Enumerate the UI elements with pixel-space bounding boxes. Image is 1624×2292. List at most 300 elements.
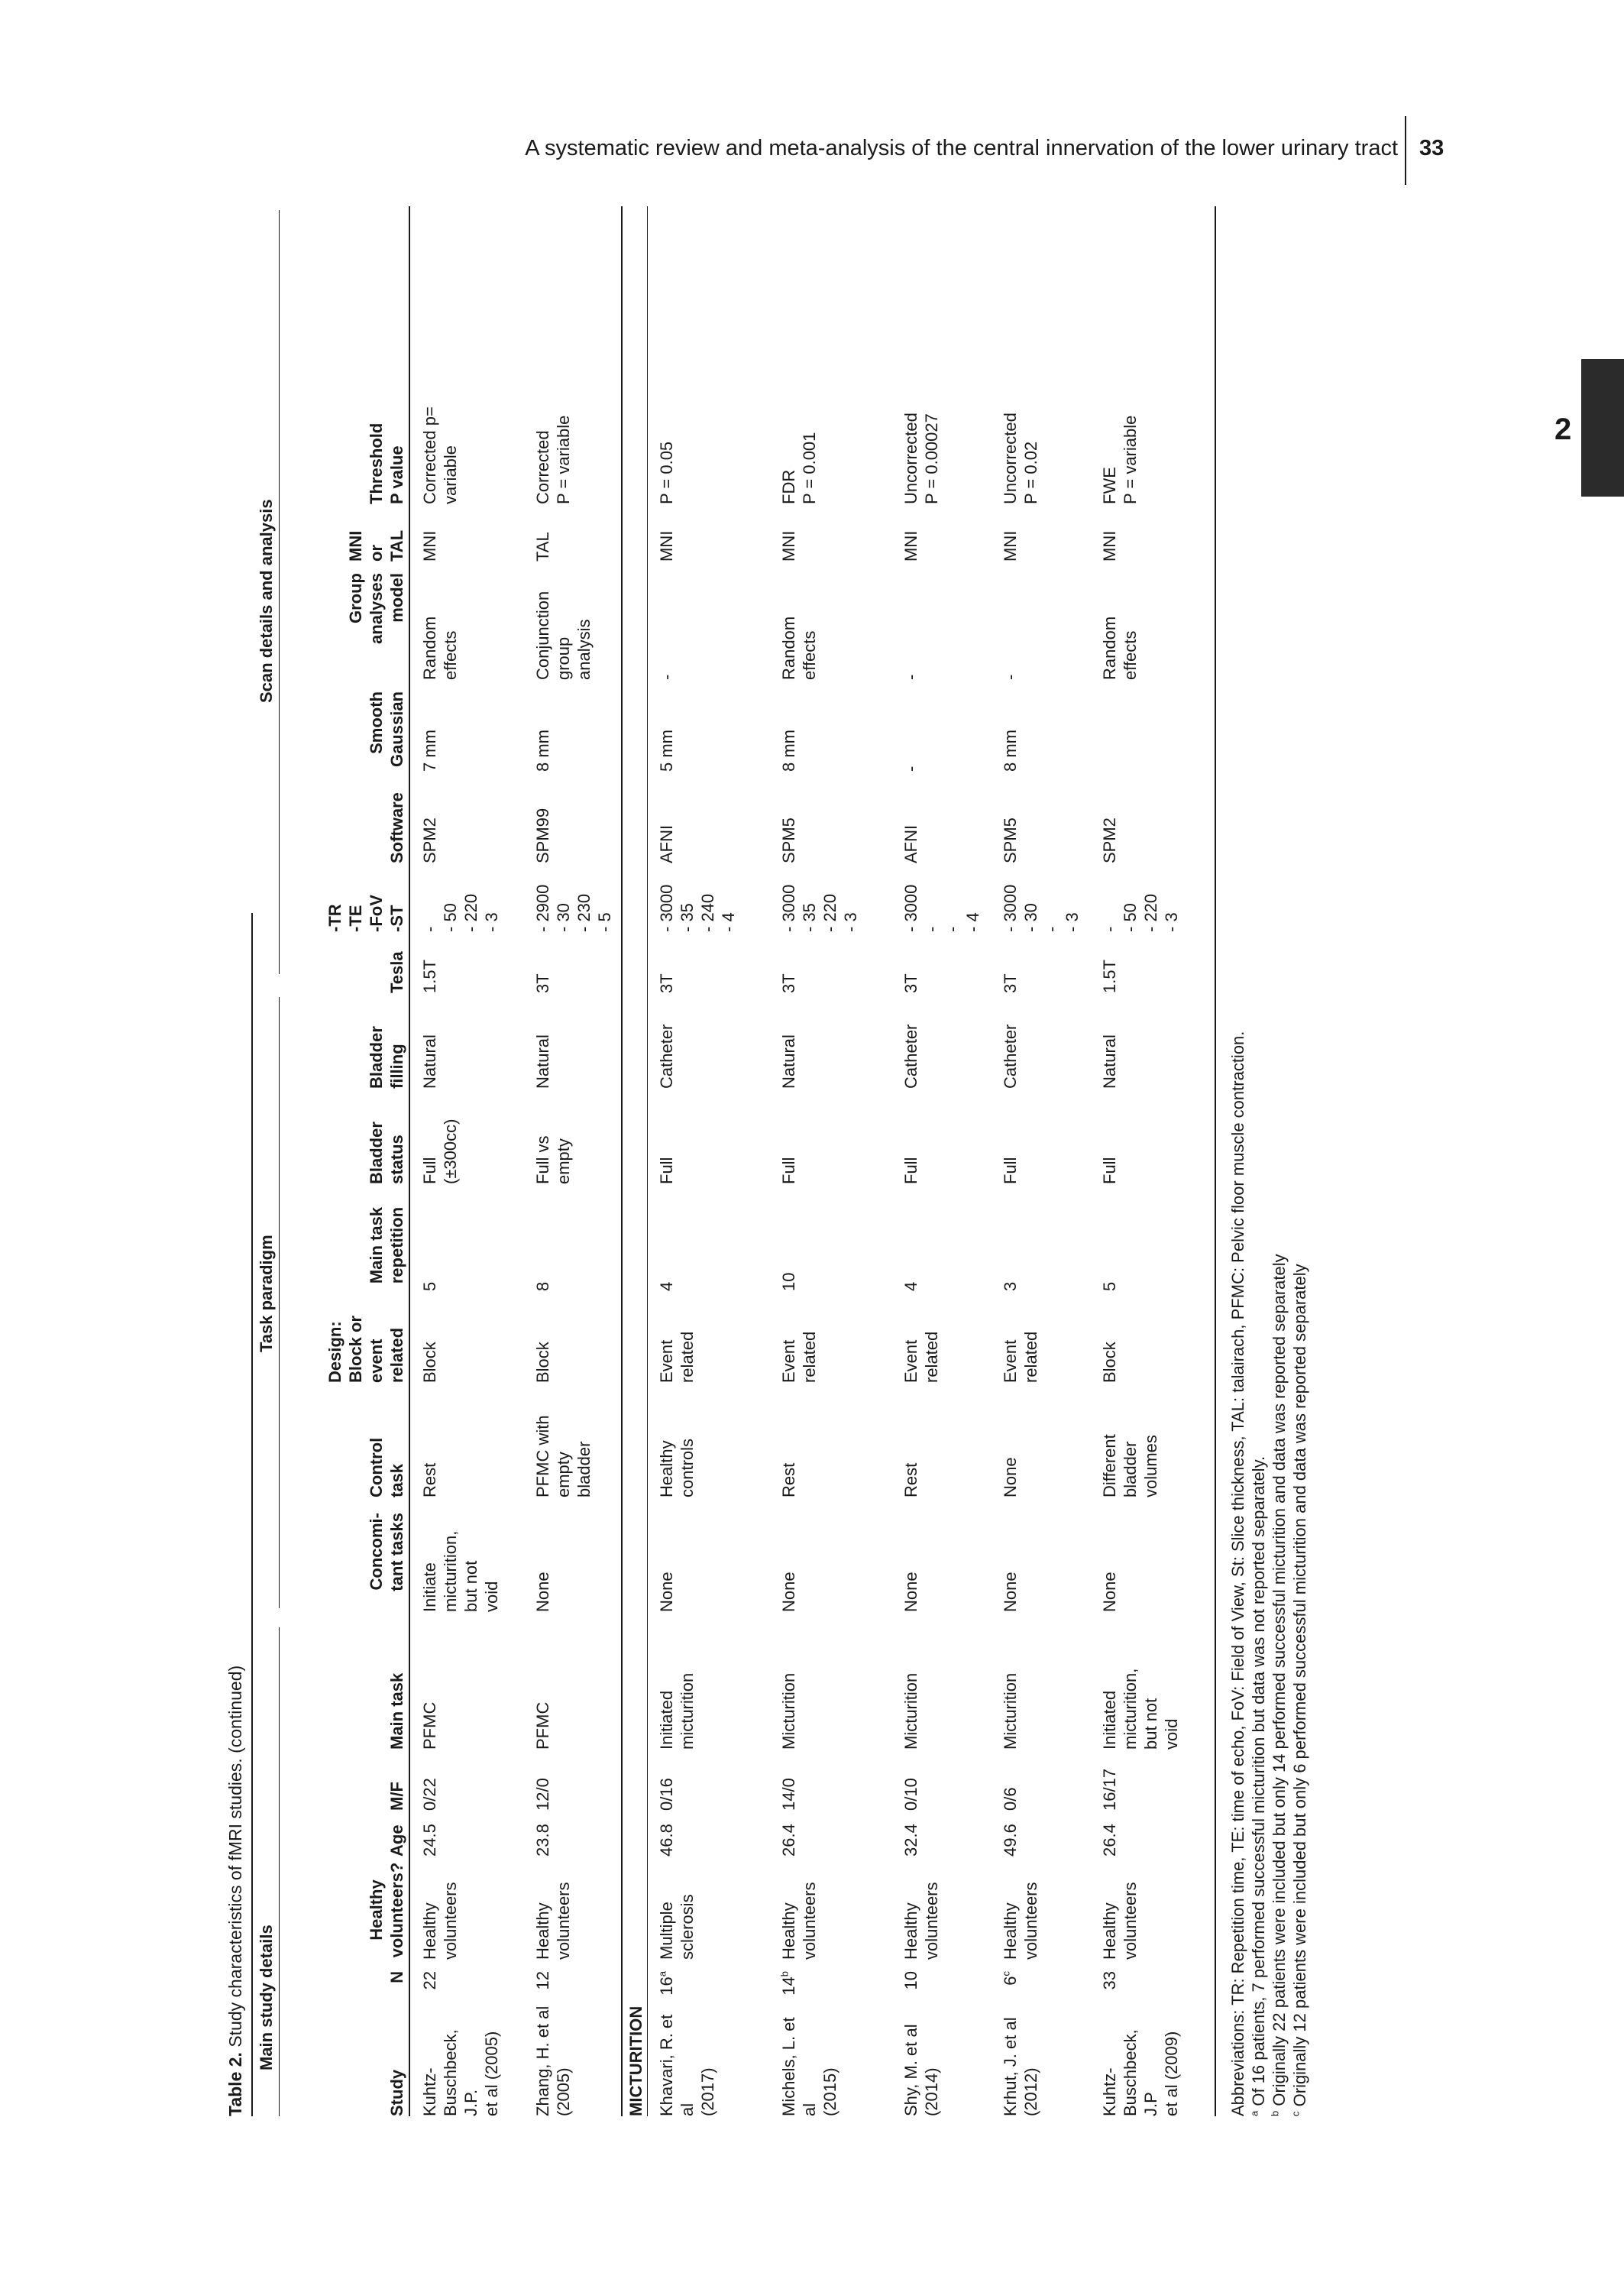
cell-mf <box>778 1757 799 1811</box>
cell-text: Random effects <box>779 616 819 680</box>
cell-text: Catheter <box>1001 1024 1020 1089</box>
cell-study <box>1099 2002 1182 2116</box>
cell-text: 3T <box>657 973 676 993</box>
cell-tesla <box>1000 944 1021 993</box>
cell-healthy <box>901 1860 942 1960</box>
cell-text: None <box>901 1572 920 1612</box>
cell-text: 0/10 <box>901 1778 920 1811</box>
footnote-c <box>1289 1031 1310 2116</box>
cell-bladder-status <box>532 1100 574 1184</box>
cell-concomitant <box>778 1513 799 1612</box>
cell-text: Catheter <box>657 1024 676 1089</box>
cell-main-task <box>419 1646 440 1750</box>
cell-healthy <box>419 1860 461 1960</box>
cell-text: Event related <box>901 1331 941 1383</box>
cell-text: Micturition <box>1001 1672 1020 1750</box>
cell-age <box>656 1814 677 1857</box>
cell-text: Micturition <box>779 1672 798 1750</box>
cell-threshold <box>1000 359 1041 504</box>
page-number: 33 <box>1419 136 1444 160</box>
footnote-abbreviations: Abbreviations: TR: Repetition time, TE: time of echo, FoV: Field of View, St: Slice thickness, TAL: talairach, PFMC: Pelvic floor muscle contraction. <box>1228 1031 1247 2116</box>
column-header-design: Design: Block or event related <box>325 1315 406 1383</box>
cell-design <box>901 1303 942 1383</box>
table-caption-text: Study characteristics of fMRI studies. <box>225 1758 245 2048</box>
cell-n <box>1099 1971 1120 1998</box>
cell-control <box>532 1406 594 1497</box>
cell-text: Initiated micturition <box>657 1672 697 1750</box>
column-header-age: Age <box>387 1824 406 1857</box>
cell-text: - <box>1001 674 1020 680</box>
cell-software <box>901 783 921 863</box>
cell-text: FWE P = variable <box>1100 415 1140 504</box>
cell-design <box>419 1303 440 1383</box>
column-header-params: -TR -TE -FoV -ST <box>325 895 406 932</box>
group-header-scan: Scan details and analysis <box>257 499 276 703</box>
cell-text: Block <box>533 1342 552 1383</box>
cell-text: 23.8 <box>533 1824 552 1857</box>
cell-bladder-filling <box>901 1005 921 1089</box>
cell-tesla <box>419 944 440 993</box>
cell-text: Uncorrected P = 0.02 <box>1001 413 1040 504</box>
footnote-marker: a <box>656 1971 668 1977</box>
cell-text: SPM2 <box>1100 817 1119 863</box>
cell-text: - 2900 - 30 - 230 - 5 <box>533 884 614 932</box>
cell-healthy <box>656 1860 697 1960</box>
cell-concomitant <box>532 1513 553 1612</box>
cell-bladder-filling <box>778 1005 799 1089</box>
cell-bladder-filling <box>419 1005 440 1089</box>
cell-group-model <box>901 573 921 680</box>
footnote-b <box>1269 1031 1289 2116</box>
cell-text: Michels, L. et al (2015) <box>779 2017 839 2116</box>
cell-main-task <box>1099 1646 1182 1750</box>
column-header-control: Control task <box>367 1437 406 1497</box>
cell-text: 14/0 <box>779 1778 798 1811</box>
cell-text: Initiated micturition, but not void <box>1100 1668 1181 1750</box>
cell-text: Block <box>1100 1342 1119 1383</box>
cell-smooth <box>419 691 440 772</box>
cell-control <box>419 1406 440 1497</box>
cell-text: Kuhtz- Buschbeck, J.P et al (2009) <box>1100 2029 1181 2116</box>
cell-text: TAL <box>533 532 552 562</box>
footnote-marker: b <box>778 1971 791 1977</box>
footnote-a-text: Of 16 patients, 7 performed successful micturition but data was not reported separately. <box>1249 1455 1268 2106</box>
cell-text: 3T <box>1001 973 1020 993</box>
cell-healthy <box>532 1860 574 1960</box>
section-rule-after-micturition <box>647 206 648 2116</box>
table-caption-suffix: (continued) <box>225 1665 245 1753</box>
cell-text: 10 <box>779 1272 798 1291</box>
cell-text: Full <box>779 1157 798 1184</box>
cell-text: None <box>1001 1572 1020 1612</box>
cell-n <box>778 1971 799 1998</box>
cell-n <box>532 1971 553 1998</box>
cell-text: 0/16 <box>657 1778 676 1811</box>
cell-text: 3T <box>533 973 552 993</box>
cell-text: Healthy volunteers <box>779 1882 819 1960</box>
cell-design <box>656 1303 697 1383</box>
cell-text: PFMC <box>533 1701 552 1750</box>
cell-text: P = 0.05 <box>657 441 676 504</box>
cell-text: Random effects <box>1100 616 1140 680</box>
cell-text: 1.5T <box>420 959 439 993</box>
cell-text: 7 mm <box>420 730 439 772</box>
group-underline-scan <box>279 210 280 974</box>
cell-bladder-filling <box>532 1005 553 1089</box>
cell-text: 3T <box>901 973 920 993</box>
cell-tesla <box>901 944 921 993</box>
rotated-table-region <box>225 206 1310 2116</box>
cell-text: Shy, M. et al (2014) <box>901 2024 941 2116</box>
cell-text: 33 <box>1100 1971 1119 1990</box>
cell-control <box>656 1406 697 1497</box>
cell-text: - <box>901 766 920 772</box>
cell-text: Multiple sclerosis <box>657 1894 697 1960</box>
column-header-concomitant: Concomi- tant tasks <box>367 1513 406 1591</box>
cell-text: SPM5 <box>779 817 798 863</box>
cell-text: None <box>657 1572 676 1612</box>
cell-text: Event related <box>1001 1331 1040 1383</box>
cell-study <box>778 2002 840 2116</box>
cell-text: Kuhtz- Buschbeck, J.P. et al (2005) <box>420 2029 501 2116</box>
cell-n <box>901 1971 921 1998</box>
cell-text: 14 <box>779 1976 798 1996</box>
cell-mni-tal <box>419 520 440 562</box>
cell-text: None <box>1001 1457 1020 1497</box>
section-rule-before-micturition <box>621 206 623 2116</box>
header-bottom-rule <box>409 206 410 2116</box>
cell-text: 5 <box>1100 1281 1119 1291</box>
cell-bladder-filling <box>656 1005 677 1089</box>
cell-smooth <box>656 691 677 772</box>
cell-software <box>656 783 677 863</box>
cell-control <box>901 1406 921 1497</box>
cell-text: Khavari, R. et al (2017) <box>657 2014 717 2116</box>
cell-text: - 3000 - 35 - 220 - 3 <box>779 884 860 932</box>
cell-text: Natural <box>533 1034 552 1089</box>
column-header-software: Software <box>387 792 406 863</box>
cell-mf <box>901 1757 921 1811</box>
cell-healthy <box>778 1860 820 1960</box>
cell-text: 46.8 <box>657 1824 676 1857</box>
section-label-micturition: MICTURITION <box>626 2006 645 2116</box>
cell-design <box>1099 1303 1120 1383</box>
cell-text: 8 mm <box>779 730 798 772</box>
cell-text: Natural <box>1100 1034 1119 1089</box>
footnote-c-text: Originally 12 patients were included but only 6 performed successful micturition and data was reported separately <box>1290 1264 1309 2107</box>
table-top-rule <box>251 913 253 2116</box>
cell-repetition <box>532 1199 553 1291</box>
cell-group-model <box>419 573 461 680</box>
cell-concomitant <box>419 1513 502 1612</box>
cell-text: 3 <box>1001 1281 1020 1291</box>
cell-study <box>1000 2002 1041 2116</box>
cell-text: 5 mm <box>657 730 676 772</box>
cell-text: Healthy volunteers <box>420 1882 460 1960</box>
cell-text: MNI <box>1100 530 1119 562</box>
cell-n <box>1000 1971 1021 1998</box>
cell-text: Full <box>901 1157 920 1184</box>
column-header-threshold: Threshold P value <box>367 422 406 504</box>
cell-smooth <box>532 691 553 772</box>
cell-threshold <box>778 359 820 504</box>
cell-text: Natural <box>420 1034 439 1089</box>
cell-text: 8 mm <box>533 730 552 772</box>
cell-text: 5 <box>420 1281 439 1291</box>
cell-repetition <box>1099 1199 1120 1291</box>
table-footnotes <box>1228 1031 1310 2116</box>
cell-repetition <box>656 1199 677 1291</box>
column-header-tesla: Tesla <box>387 951 406 993</box>
header-divider <box>1405 116 1406 185</box>
cell-text: 12/0 <box>533 1778 552 1811</box>
column-header-bladder-filling: Bladder filling <box>367 1026 406 1089</box>
cell-text: 10 <box>901 1971 920 1990</box>
cell-text: Full <box>657 1157 676 1184</box>
cell-tesla <box>1099 944 1120 993</box>
cell-text: 32.4 <box>901 1824 920 1857</box>
cell-main-task <box>901 1646 921 1750</box>
cell-control <box>1000 1406 1021 1497</box>
cell-group-model <box>656 573 677 680</box>
cell-software <box>1099 783 1120 863</box>
cell-text: Event related <box>779 1331 819 1383</box>
cell-params <box>1000 871 1082 932</box>
cell-text: Krhut, J. et al (2012) <box>1001 2017 1040 2116</box>
cell-text: Initiate micturition, but not void <box>420 1530 501 1612</box>
cell-group-model <box>532 573 594 680</box>
cell-main-task <box>532 1646 553 1750</box>
cell-text: MNI <box>779 530 798 562</box>
cell-concomitant <box>656 1513 677 1612</box>
column-header-mf: M/F <box>387 1782 406 1811</box>
cell-age <box>419 1814 440 1857</box>
cell-healthy <box>1000 1860 1041 1960</box>
cell-text: - 3000 - 30 - - 3 <box>1001 884 1082 932</box>
cell-text: - - 50 - 220 - 3 <box>1100 893 1181 932</box>
cell-text: None <box>779 1572 798 1612</box>
cell-study <box>419 2002 502 2116</box>
cell-text: 49.6 <box>1001 1824 1020 1857</box>
cell-bladder-filling <box>1099 1005 1120 1089</box>
cell-software <box>1000 783 1021 863</box>
cell-text: 26.4 <box>1100 1824 1119 1857</box>
cell-mni-tal <box>901 520 921 562</box>
cell-text: Corrected P = variable <box>533 415 573 504</box>
cell-n <box>656 1971 677 1998</box>
cell-threshold <box>419 359 461 504</box>
cell-bladder-status <box>1099 1100 1120 1184</box>
cell-smooth <box>1000 691 1021 772</box>
cell-text: Full (±300cc) <box>420 1118 460 1184</box>
cell-text: 16/17 <box>1100 1768 1119 1811</box>
cell-text: - 3000 - - - 4 <box>901 884 982 932</box>
cell-text: Zhang, H. et al (2005) <box>533 2006 573 2116</box>
cell-text: 3T <box>779 973 798 993</box>
group-header-task: Task paradigm <box>257 1235 276 1352</box>
cell-params <box>656 871 739 932</box>
cell-bladder-status <box>901 1100 921 1184</box>
cell-text: 0/6 <box>1001 1787 1020 1811</box>
cell-study <box>901 2002 942 2116</box>
cell-text: 12 <box>533 1971 552 1990</box>
cell-text: MNI <box>1001 530 1020 562</box>
cell-mni-tal <box>1000 520 1021 562</box>
cell-age <box>1000 1814 1021 1857</box>
table-caption-label: Table 2. <box>225 2052 245 2116</box>
cell-text: Block <box>420 1342 439 1383</box>
cell-bladder-status <box>656 1100 677 1184</box>
cell-text: - - 50 - 220 - 3 <box>420 893 501 932</box>
cell-text: 26.4 <box>779 1824 798 1857</box>
cell-text: Rest <box>901 1462 920 1497</box>
cell-threshold <box>656 359 677 504</box>
cell-text: MNI <box>420 530 439 562</box>
cell-repetition <box>901 1199 921 1291</box>
cell-repetition <box>778 1199 799 1291</box>
cell-age <box>532 1814 553 1857</box>
cell-text: SPM99 <box>533 808 552 863</box>
cell-text: Random effects <box>420 616 460 680</box>
cell-text: Healthy volunteers <box>1001 1882 1040 1960</box>
cell-text: AFNI <box>657 824 676 863</box>
cell-text: 4 <box>901 1281 920 1291</box>
chapter-tab <box>1581 359 1624 497</box>
cell-text: - <box>657 674 676 680</box>
group-header-main: Main study details <box>257 1925 276 2070</box>
cell-design <box>778 1303 820 1383</box>
cell-params <box>901 871 983 932</box>
cell-concomitant <box>901 1513 921 1612</box>
footnote-marker: c <box>1000 1971 1012 1976</box>
table-bottom-rule <box>1215 206 1216 2116</box>
cell-threshold <box>532 359 574 504</box>
cell-age <box>901 1814 921 1857</box>
cell-text: None <box>533 1572 552 1612</box>
cell-mni-tal <box>532 520 553 562</box>
cell-text: Full <box>1100 1157 1119 1184</box>
cell-text: 8 <box>533 1281 552 1291</box>
column-header-study: Study <box>387 2069 406 2116</box>
cell-threshold <box>1099 359 1140 504</box>
cell-text: SPM5 <box>1001 817 1020 863</box>
column-header-smooth: Smooth Gaussian <box>367 691 406 768</box>
cell-mf <box>1099 1757 1120 1811</box>
column-header-repetition: Main task repetition <box>367 1206 406 1284</box>
cell-text: - <box>901 674 920 680</box>
cell-mni-tal <box>656 520 677 562</box>
column-header-group-model: Group analyses model <box>346 573 406 644</box>
cell-main-task <box>1000 1646 1021 1750</box>
cell-group-model <box>778 573 820 680</box>
cell-mni-tal <box>1099 520 1120 562</box>
cell-tesla <box>656 944 677 993</box>
cell-bladder-status <box>1000 1100 1021 1184</box>
cell-text: 22 <box>420 1971 439 1990</box>
cell-text: MNI <box>901 530 920 562</box>
cell-text: 0/22 <box>420 1778 439 1811</box>
cell-text: - 3000 - 35 - 240 - 4 <box>657 884 738 932</box>
cell-repetition <box>1000 1199 1021 1291</box>
cell-smooth <box>901 691 921 772</box>
cell-text: Full <box>1001 1157 1020 1184</box>
cell-bladder-filling <box>1000 1005 1021 1089</box>
column-header-main-task: Main task <box>387 1672 406 1750</box>
footnote-a <box>1248 1031 1269 2116</box>
footnote-b-mark: b <box>1269 2110 1281 2116</box>
cell-text: Micturition <box>901 1672 920 1750</box>
cell-study <box>656 2002 718 2116</box>
cell-software <box>419 783 440 863</box>
cell-text: Rest <box>779 1462 798 1497</box>
cell-params <box>419 871 502 932</box>
cell-text: Healthy volunteers <box>1100 1882 1140 1960</box>
cell-design <box>532 1303 553 1383</box>
cell-text: 6 <box>1001 1976 1020 1986</box>
cell-age <box>778 1814 799 1857</box>
running-header-title: A systematic review and meta-analysis of the central innervation of the lower urinary tract <box>525 136 1398 160</box>
cell-text: PFMC with empty bladder <box>533 1415 594 1497</box>
cell-text: Full vs empty <box>533 1135 573 1184</box>
cell-text: 1.5T <box>1100 959 1119 993</box>
cell-mf <box>532 1757 553 1811</box>
cell-n <box>419 1971 440 1998</box>
table-caption <box>225 1666 246 2116</box>
cell-software <box>532 783 553 863</box>
cell-software <box>778 783 799 863</box>
cell-text: Corrected p= variable <box>420 406 460 504</box>
cell-mf <box>1000 1757 1021 1811</box>
cell-repetition <box>419 1199 440 1291</box>
cell-params <box>778 871 861 932</box>
cell-concomitant <box>1099 1513 1120 1612</box>
cell-main-task <box>656 1646 697 1750</box>
cell-study <box>532 2002 574 2116</box>
cell-text: Natural <box>779 1034 798 1089</box>
cell-concomitant <box>1000 1513 1021 1612</box>
cell-text: PFMC <box>420 1701 439 1750</box>
cell-text: None <box>1100 1572 1119 1612</box>
cell-text: Rest <box>420 1462 439 1497</box>
cell-text: FDR P = 0.001 <box>779 432 819 504</box>
cell-params <box>532 871 615 932</box>
cell-bladder-status <box>419 1100 461 1184</box>
cell-control <box>778 1406 799 1497</box>
cell-text: MNI <box>657 530 676 562</box>
footnote-c-mark: c <box>1289 2111 1302 2116</box>
footnote-b-text: Originally 22 patients were included but only 14 performed successful micturition and data was reported separately <box>1270 1254 1289 2106</box>
cell-bladder-status <box>778 1100 799 1184</box>
cell-params <box>1099 871 1182 932</box>
chapter-number: 2 <box>1554 413 1572 446</box>
column-header-healthy: Healthy volunteers? <box>367 1862 406 1958</box>
cell-main-task <box>778 1646 799 1750</box>
cell-mf <box>656 1757 677 1811</box>
column-header-n: N <box>387 1971 406 1983</box>
footnote-a-mark: a <box>1248 2110 1260 2116</box>
cell-tesla <box>532 944 553 993</box>
cell-text: Healthy controls <box>657 1438 697 1497</box>
cell-healthy <box>1099 1860 1140 1960</box>
cell-mf <box>419 1757 440 1811</box>
cell-text: SPM2 <box>420 817 439 863</box>
cell-group-model <box>1099 573 1140 680</box>
cell-text: 16 <box>657 1976 676 1996</box>
cell-group-model <box>1000 573 1021 680</box>
cell-text: Conjunction group analysis <box>533 591 594 680</box>
cell-tesla <box>778 944 799 993</box>
cell-text: Catheter <box>901 1024 920 1089</box>
